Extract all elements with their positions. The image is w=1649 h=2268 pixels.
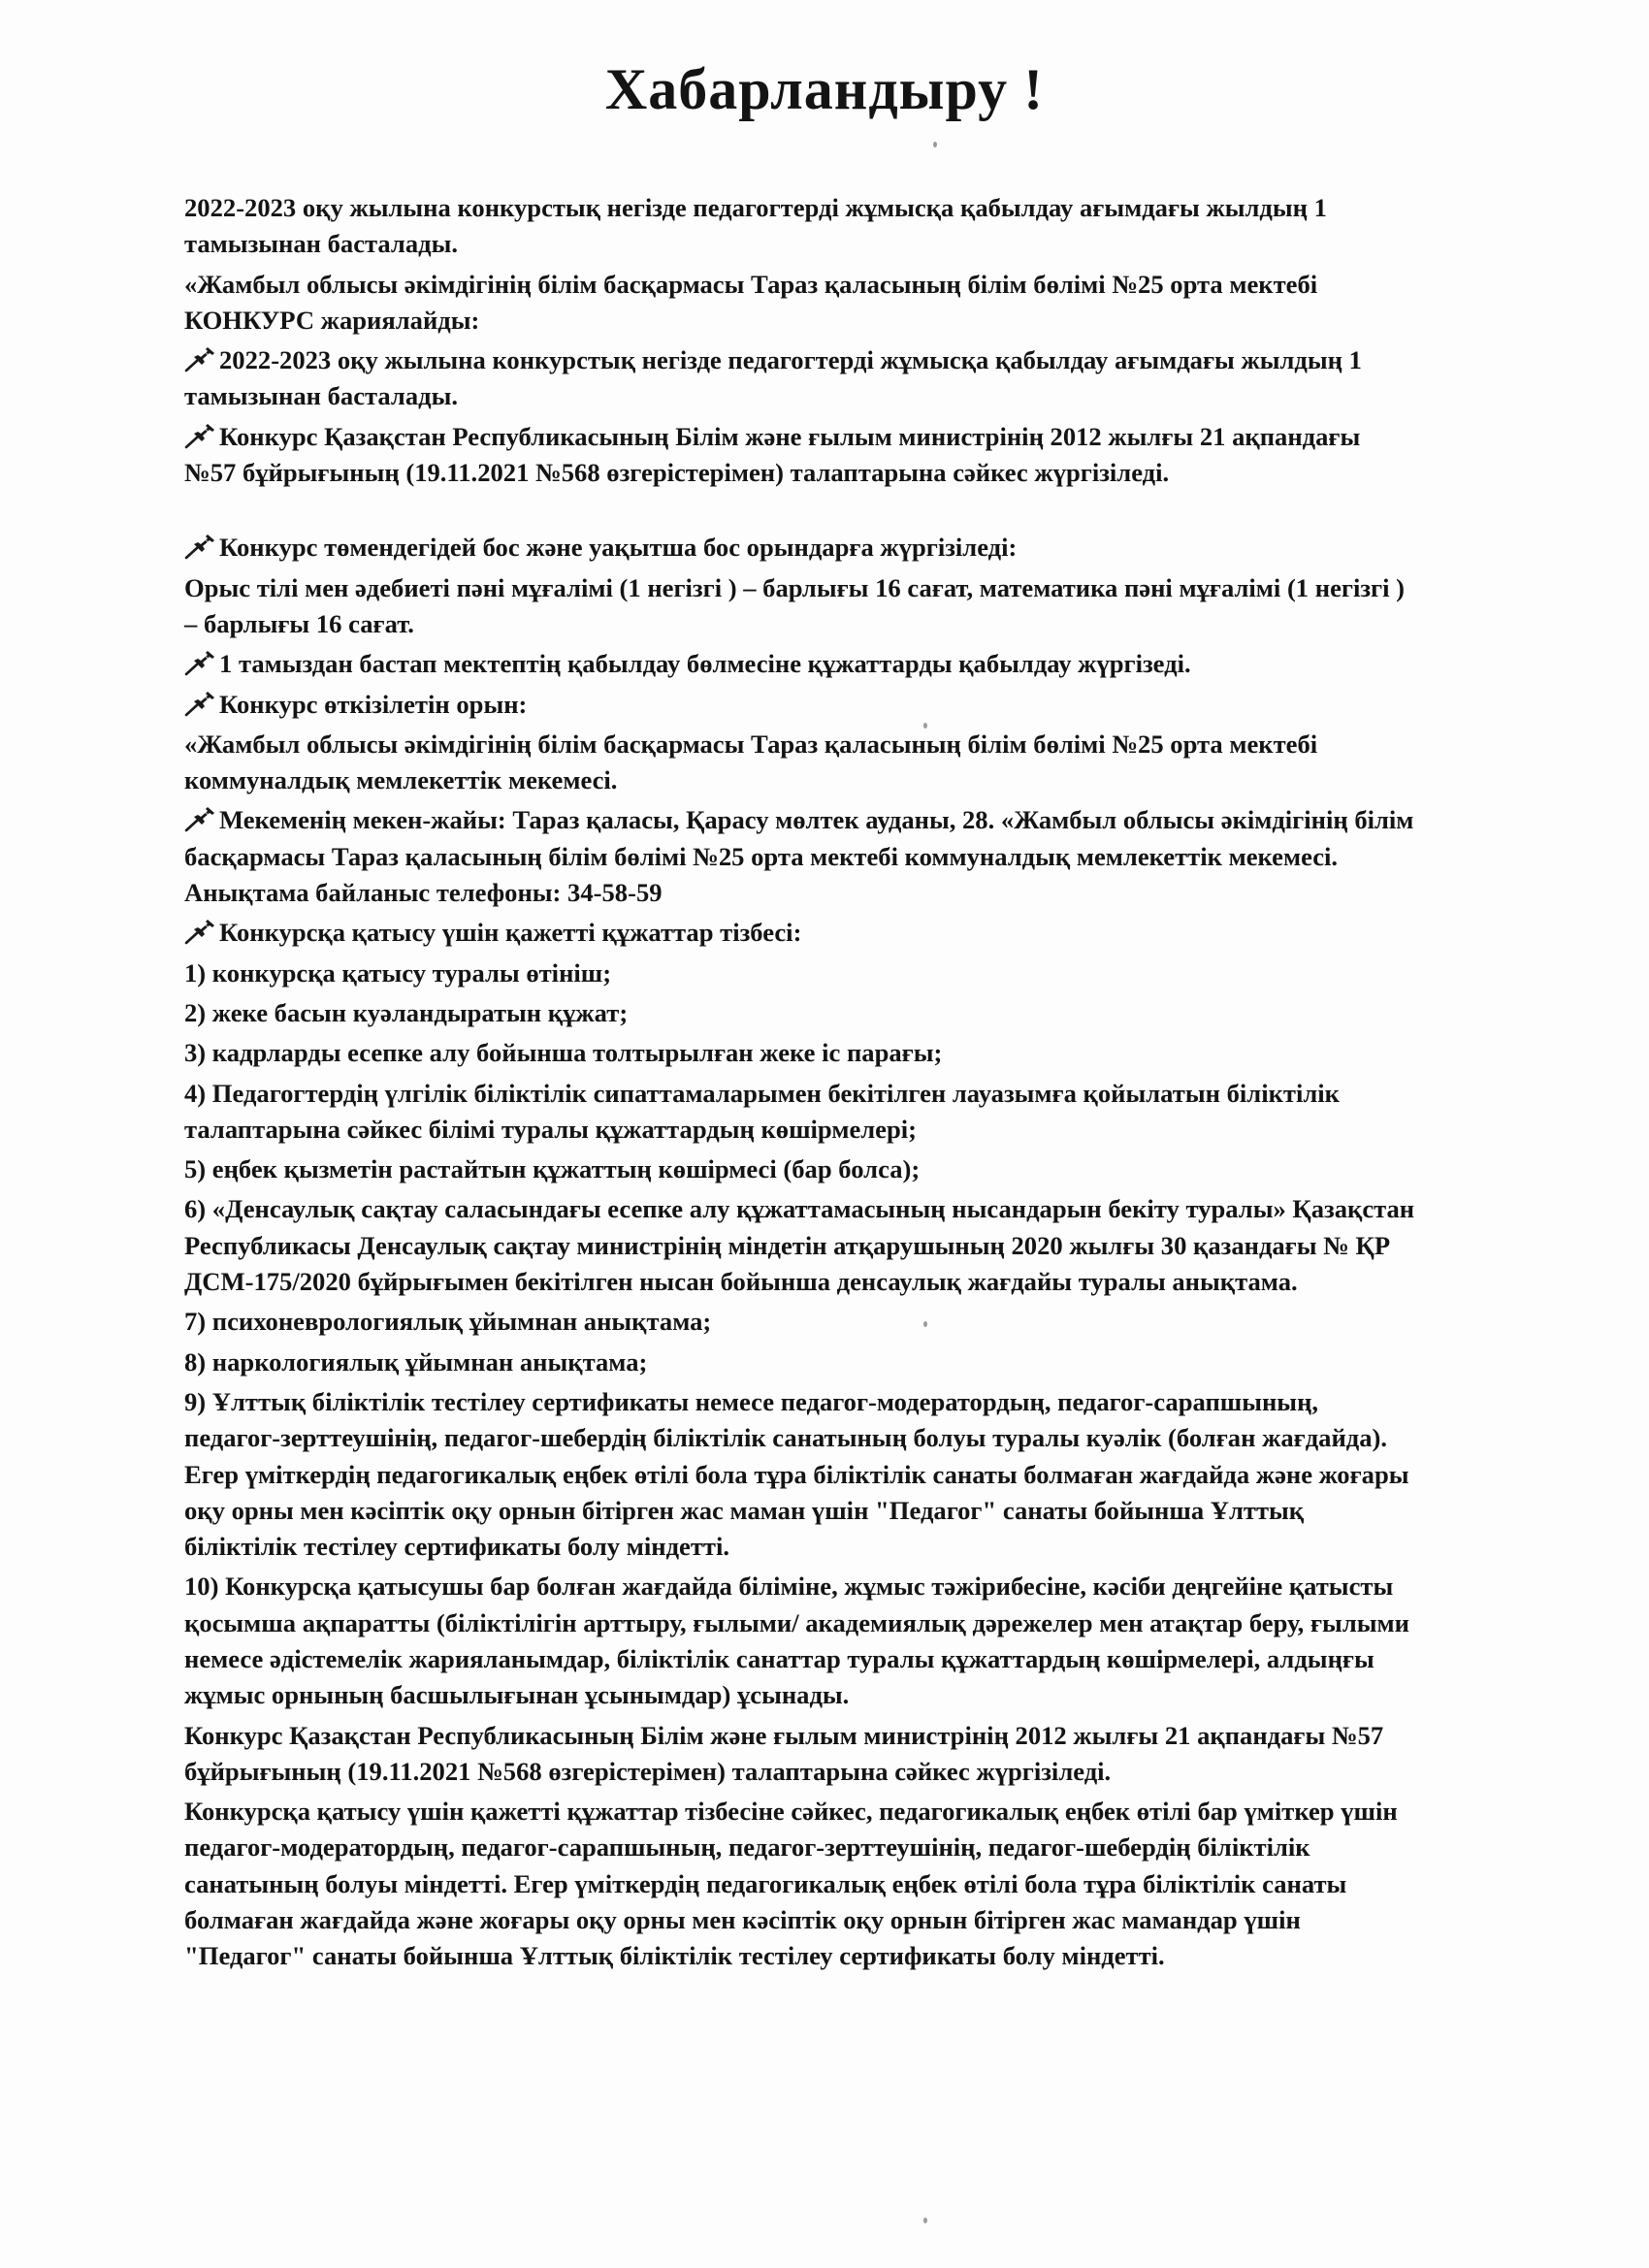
list-item-text: 7) психоневрологиялық ұйымнан анықтама;	[184, 1307, 712, 1337]
scan-speck	[923, 1321, 927, 1327]
list-item-text: 9) Ұлттық біліктілік тестілеу сертификаты немесе педагог-модератордың, педагог-сарапшының, педагог-зерттеушінің, педагог-шебердің біліктілік санатының болуы туралы куәлік (болған жағдайда). Егер үміткердің педагогикалық еңбек өтілі бола тұра біліктілік санаты болмаған жағдайда және жоғары оқу орны мен кәсіптік оқу орнын бітірген жас маман үшін "Педагог" санаты бойынша Ұлттық біліктілік тестілеу сертификаты болу міндетті.	[184, 1386, 1409, 1562]
paragraph-text: Конкурс өткізілетін орын:	[219, 689, 528, 719]
paragraph-text: «Жамбыл облысы әкімдігінің білім басқармасы Тараз қаласының білім бөлімі №25 орта мектебі коммуналдық мемлекеттік мекемесі.	[184, 729, 1318, 795]
paragraph	[184, 570, 1416, 643]
scan-speck	[933, 142, 937, 147]
paragraph-text: 2022-2023 оқу жылына конкурстық негізде педагогтерді жұмысқа қабылдау ағымдағы жылдың 1 тамызынан басталады.	[184, 345, 1362, 411]
paragraph	[184, 802, 1416, 911]
paragraph	[184, 419, 1416, 492]
list-item	[184, 1035, 1416, 1071]
list-item-text: 5) еңбек қызметін растайтын құжаттың көшірмесі (бар болса);	[184, 1154, 921, 1184]
pushpin-icon	[184, 920, 217, 943]
pushpin-icon	[184, 347, 217, 371]
list-item	[184, 1569, 1416, 1713]
list-item	[184, 995, 1416, 1031]
list-item-text: 10) Конкурсқа қатысушы бар болған жағдайда біліміне, жұмыс тәжірибесіне, кәсіби деңгейіне қатысты қосымша ақпаратты (біліктілігін арттыру, ғылыми/ академиялық дәрежелер мен атақтар беру, ғылыми немесе әдістемелік жарияланымдар, біліктілік санаттар туралы құжаттардың көшірмелері, алдыңғы жұмыс орнының басшылығынан ұсынымдар) ұсынады.	[184, 1571, 1409, 1710]
paragraph	[184, 915, 1416, 951]
list-item	[184, 1384, 1416, 1565]
pushpin-icon	[184, 807, 217, 830]
paragraph-text: Орыс тілі мен әдебиеті пәні мұғалімі (1 негізгі ) – барлығы 16 сағат, математика пәні мұғалімі (1 негізгі ) – барлығы 16 сағат.	[184, 572, 1405, 638]
scan-speck	[923, 723, 927, 729]
paragraph	[184, 1794, 1416, 1974]
paragraph-gap	[184, 495, 1416, 530]
list-item-text: 3) кадрларды есепке алу бойынша толтырылған жеке іс парағы;	[184, 1038, 943, 1068]
paragraph	[184, 646, 1416, 682]
paragraph-text: Конкурсқа қатысу үшін қажетті құжаттар тізбесіне сәйкес, педагогикалық еңбек өтілі бар үміткер үшін педагог-модератордың, педагог-сарапшының, педагог-зерттеушінің, педагог-шебердің біліктілік санатының болуы міндетті. Егер үміткердің педагогикалық еңбек өтілі бола тұра біліктілік санаты болмаған жағдайда және жоғары оқу орны мен кәсіптік оқу орнын бітірген жас мамандар үшін "Педагог" санаты бойынша Ұлттық біліктілік тестілеу сертификаты болу міндетті.	[184, 1797, 1398, 1971]
list-item-text: 6) «Денсаулық сақтау саласындағы есепке алу құжаттамасының нысандарын бекіту туралы» Қазақстан Республикасы Денсаулық сақтау министрінің міндетін атқарушының 2020 жылғы 30 қазандағы № ҚР ДСМ-175/2020 бұйрығымен бекітілген нысан бойынша денсаулық жағдайы туралы анықтама.	[184, 1194, 1415, 1297]
pushpin-icon	[184, 535, 217, 558]
paragraph-text: «Жамбыл облысы әкімдігінің білім басқармасы Тараз қаласының білім бөлімі №25 орта мектебі КОНКУРС жариялайды:	[184, 269, 1318, 335]
list-item	[184, 1191, 1416, 1300]
paragraph	[184, 1718, 1416, 1791]
paragraph-text: Мекеменің мекен-жайы: Тараз қаласы, Қарасу мөлтек ауданы, 28. «Жамбыл облысы әкімдігінің білім басқармасы Тараз қаласының білім бөлімі №25 орта мектебі коммуналдық мемлекеттік мекемесі. Анықтама байланыс телефоны: 34-58-59	[184, 805, 1414, 908]
paragraph-text: 2022-2023 оқу жылына конкурстық негізде педагогтерді жұмысқа қабылдау ағымдағы жылдың 1 тамызынан басталады.	[184, 193, 1327, 259]
paragraph-text: Конкурсқа қатысу үшін қажетті құжаттар тізбесі:	[219, 918, 802, 948]
list-item	[184, 956, 1416, 991]
paragraph-text: 1 тамыздан бастап мектептің қабылдау бөлмесіне құжаттарды қабылдау жүргізеді.	[219, 649, 1191, 679]
paragraph	[184, 267, 1416, 340]
list-item	[184, 1076, 1416, 1149]
paragraph	[184, 530, 1416, 566]
list-item	[184, 1151, 1416, 1187]
list-item-text: 2) жеке басын куәландыратын құжат;	[184, 997, 629, 1027]
pushpin-icon	[184, 651, 217, 674]
list-item-text: 1) конкурсқа қатысу туралы өтініш;	[184, 957, 612, 988]
pushpin-icon	[184, 692, 217, 715]
paragraph-text: Конкурс төмендегідей бос және уақытша бос орындарға жүргізіледі:	[219, 533, 1018, 563]
paragraph-text: Конкурс Қазақстан Республикасының Білім және ғылым министрінің 2012 жылғы 21 ақпандағы №57 бұйрығының (19.11.2021 №568 өзгерістерімен) талаптарына сәйкес жүргізіледі.	[184, 421, 1361, 488]
list-item-text: 8) наркологиялық ұйымнан анықтама;	[184, 1346, 648, 1377]
list-item	[184, 1345, 1416, 1380]
paragraph	[184, 190, 1416, 263]
list-item	[184, 1304, 1416, 1340]
paragraph	[184, 687, 1416, 723]
pushpin-icon	[184, 424, 217, 447]
scan-speck	[923, 2218, 927, 2223]
paragraph	[184, 727, 1416, 799]
page-title: Хабарландыру !	[604, 57, 1045, 121]
announcement-body	[184, 190, 1416, 1979]
list-item-text: 4) Педагогтердің үлгілік біліктілік сипаттамаларымен бекітілген лауазымға қойылатын біліктілік талаптарына сәйкес білімі туралы құжаттардың көшірмелері;	[184, 1078, 1340, 1144]
paragraph-text: Конкурс Қазақстан Республикасының Білім және ғылым министрінің 2012 жылғы 21 ақпандағы №57 бұйрығының (19.11.2021 №568 өзгерістерімен) талаптарына сәйкес жүргізіледі.	[184, 1720, 1384, 1786]
paragraph	[184, 342, 1416, 415]
